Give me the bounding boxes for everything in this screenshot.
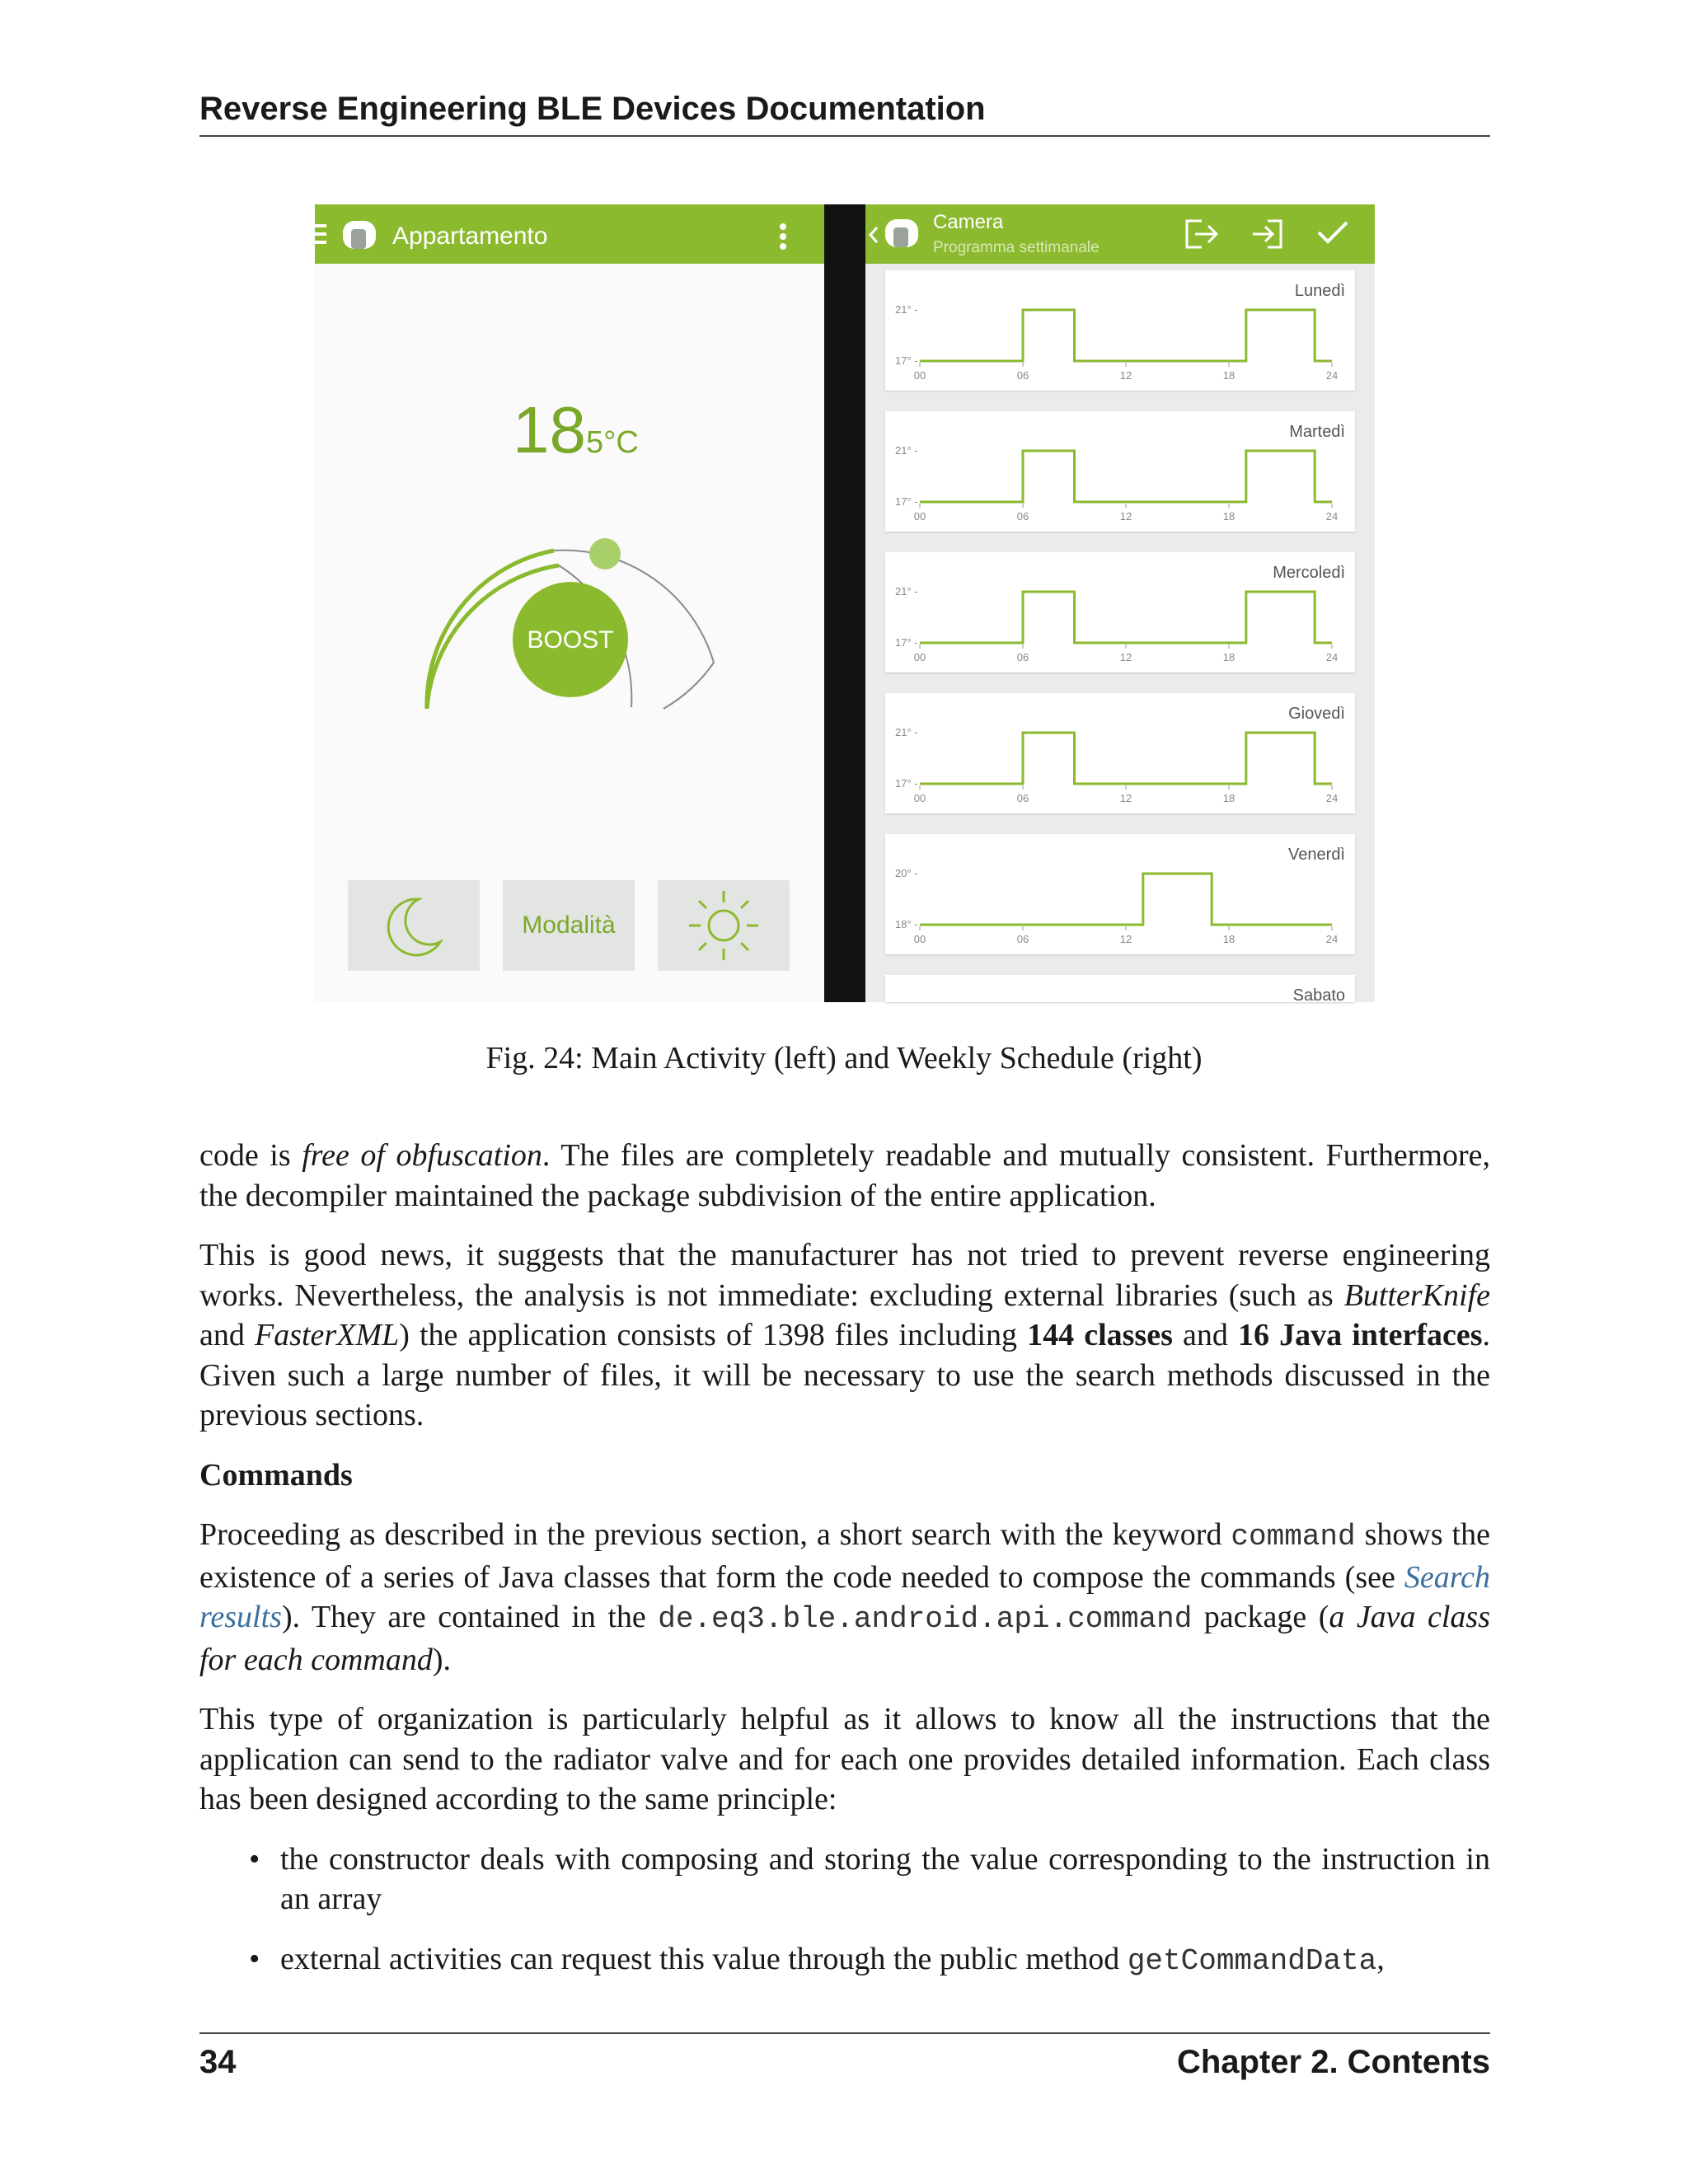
appbar-right <box>865 204 1375 264</box>
bullet-item: • the constructor deals with composing and storing the value corresponding to the instruction in an array <box>199 1840 1490 1919</box>
day-label: Sabato <box>1292 987 1345 1005</box>
day-label: Venerdì <box>1288 846 1345 864</box>
schedule-line <box>920 874 1332 925</box>
x-tick-label: 18 <box>1222 792 1236 804</box>
text-run: ) the application consists of 1398 files including <box>399 1318 1028 1352</box>
x-tick-label: 00 <box>913 510 926 523</box>
x-tick-label: 24 <box>1325 510 1339 523</box>
import-icon[interactable] <box>1251 218 1284 251</box>
temperature-readout <box>513 392 639 468</box>
day-schedule-chart <box>885 552 1355 673</box>
x-tick-label: 06 <box>1016 369 1029 382</box>
text-run: shows the existence of a series of Java classes that form the code needed to compose the commands (see <box>199 1517 1490 1595</box>
export-icon[interactable] <box>1184 218 1220 251</box>
inline-code: command <box>1231 1520 1356 1554</box>
text-run: ). They are contained in the <box>281 1600 659 1634</box>
text-run: , <box>1376 1941 1385 1976</box>
x-tick-label: 12 <box>1119 792 1132 804</box>
weekly-schedule-screen <box>865 204 1375 1005</box>
paragraph-1 <box>199 1136 1490 1216</box>
paragraph-2 <box>199 1235 1490 1436</box>
x-tick-label: 24 <box>1325 933 1339 945</box>
inline-code: de.eq3.ble.android.api.command <box>658 1602 1193 1636</box>
header-rule <box>199 135 1490 137</box>
day-label: Mercoledì <box>1273 564 1345 582</box>
day-schedule-chart <box>885 693 1355 813</box>
day-mode-button[interactable] <box>658 880 790 971</box>
day-label: Giovedì <box>1288 705 1345 723</box>
schedule-line <box>920 733 1332 784</box>
temperature-value: 18 <box>513 393 586 466</box>
schedule-line <box>920 592 1332 643</box>
day-schedule-chart <box>885 411 1355 532</box>
bullet-list <box>199 1840 1490 1982</box>
text-run: and <box>1172 1318 1238 1352</box>
paragraph-3 <box>199 1515 1490 1680</box>
x-tick-label: 18 <box>1222 651 1236 663</box>
bullet-item <box>199 1939 1490 1982</box>
menu-icon[interactable] <box>315 223 330 246</box>
emphasis: free of obfuscation <box>302 1138 542 1173</box>
figure-screenshots <box>315 204 1375 1005</box>
x-tick-label: 18 <box>1222 369 1236 382</box>
schedule-room-title: Camera <box>933 211 1004 233</box>
x-tick-label: 24 <box>1325 792 1339 804</box>
y-tick-low: 17° - <box>895 636 918 649</box>
day-label: Martedì <box>1289 423 1345 441</box>
strong: 144 classes <box>1027 1318 1173 1352</box>
mode-button[interactable]: Modalità <box>503 880 635 971</box>
check-icon[interactable] <box>1315 218 1350 247</box>
y-tick-high: 20° - <box>895 867 918 879</box>
day-label: Lunedì <box>1294 282 1345 300</box>
schedule-line <box>920 451 1332 502</box>
x-tick-label: 06 <box>1016 933 1029 945</box>
y-tick-high: 21° - <box>895 585 918 598</box>
x-tick-label: 06 <box>1016 510 1029 523</box>
x-tick-label: 12 <box>1119 933 1132 945</box>
y-tick-high: 21° - <box>895 303 918 316</box>
day-card[interactable] <box>885 552 1355 673</box>
y-tick-low: 17° - <box>895 495 918 508</box>
thermostat-icon <box>338 214 384 257</box>
page-number: 34 <box>199 2044 237 2080</box>
text-run: external activities can request this value through the public method <box>280 1941 1128 1976</box>
sun-icon <box>684 886 763 965</box>
footer-rule <box>199 2032 1490 2034</box>
day-card[interactable] <box>885 270 1355 391</box>
moon-icon <box>381 893 447 958</box>
x-tick-label: 12 <box>1119 510 1132 523</box>
day-schedule-chart <box>885 270 1355 391</box>
overflow-menu-icon[interactable] <box>778 223 788 251</box>
x-tick-label: 24 <box>1325 369 1339 382</box>
boost-button[interactable]: BOOST <box>513 582 628 697</box>
text-run: Proceeding as described in the previous section, a short search with the keyword <box>199 1517 1231 1552</box>
section-heading: Commands <box>199 1457 353 1493</box>
search-results-link[interactable]: Search results <box>199 1559 1490 1634</box>
back-chevron-icon[interactable] <box>869 226 879 244</box>
text-run: code is <box>199 1138 302 1173</box>
temperature-decimal-unit: 5°C <box>585 425 639 460</box>
paragraph-4: This type of organization is particularly helpful as it allows to know all the instructions that the application can send to the radiator valve and for each one provides detailed information. Each class has been designed according to the same principle: <box>199 1702 1490 1816</box>
text-run: package ( <box>1192 1600 1329 1634</box>
x-tick-label: 06 <box>1016 792 1029 804</box>
running-header: Reverse Engineering BLE Devices Documentation <box>199 91 986 127</box>
inline-code: getCommandData <box>1127 1943 1377 1978</box>
day-card[interactable] <box>885 693 1355 813</box>
night-mode-button[interactable] <box>348 880 480 971</box>
emphasis: a Java class for each command <box>199 1600 1490 1677</box>
x-tick-label: 06 <box>1016 651 1029 663</box>
main-activity-screen <box>315 204 824 1002</box>
body-text <box>199 1136 1490 2001</box>
day-card[interactable] <box>885 411 1355 532</box>
schedule-subtitle: Programma settimanale <box>933 239 1100 256</box>
x-tick-label: 18 <box>1222 510 1236 523</box>
x-tick-label: 00 <box>913 651 926 663</box>
x-tick-label: 24 <box>1325 651 1339 663</box>
figure-caption: Fig. 24: Main Activity (left) and Weekly Schedule (right) <box>485 1041 1203 1076</box>
y-tick-low: 18° - <box>895 918 918 930</box>
text-run: and <box>199 1318 255 1352</box>
appbar-left <box>315 204 824 264</box>
text-run: ). <box>432 1642 451 1677</box>
x-tick-label: 12 <box>1119 651 1132 663</box>
text-run: . Given such a large number of files, it will be necessary to use the search methods discussed in the previous sections. <box>199 1318 1491 1432</box>
x-tick-label: 00 <box>913 792 926 804</box>
appbar-title: Appartamento <box>392 223 548 250</box>
y-tick-high: 21° - <box>895 726 918 738</box>
x-tick-label: 18 <box>1222 933 1236 945</box>
chapter-label: Chapter 2. Contents <box>1176 2044 1490 2080</box>
y-tick-low: 17° - <box>895 354 918 367</box>
y-tick-low: 17° - <box>895 777 918 790</box>
day-schedule-chart <box>885 834 1355 954</box>
x-tick-label: 00 <box>913 933 926 945</box>
y-tick-high: 21° - <box>895 444 918 457</box>
x-tick-label: 00 <box>913 369 926 382</box>
day-card[interactable] <box>885 975 1355 1005</box>
thermostat-icon <box>880 213 926 255</box>
text-run: This is good news, it suggests that the manufacturer has not tried to prevent reverse engineering works. Nevertheless, the analysis is not immediate: excluding external libraries (such as <box>199 1238 1490 1313</box>
emphasis: FasterXML <box>255 1318 400 1352</box>
emphasis: ButterKnife <box>1343 1277 1490 1313</box>
schedule-line <box>920 310 1332 361</box>
screen-separator <box>824 204 865 1002</box>
text-run: . The files are completely readable and mutually consistent. Furthermore, the decompiler maintained the package subdivision of the entire application. <box>199 1138 1490 1213</box>
x-tick-label: 12 <box>1119 369 1132 382</box>
strong: 16 Java interfaces <box>1238 1318 1483 1352</box>
day-card[interactable] <box>885 834 1355 954</box>
